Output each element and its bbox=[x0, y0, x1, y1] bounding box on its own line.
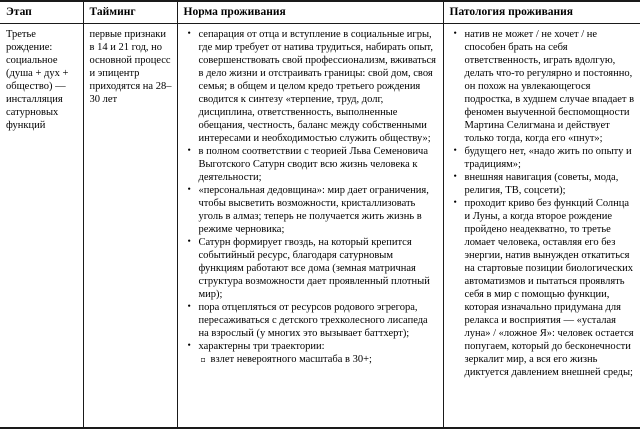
list-item-text: проходит криво без функций Солнца и Луны, а когда второе рождение пройдено неадекватно, то третье ломает человека, оставляя его без энергии, натив вынужден откатиться на стартовые позиции биологических автоматизмов и пытаться проявлять себя в мир с помощью функции, которая изначально придумана для релакса и восприятия — «усталая луна» / «ложное Я»: человек остается попугаем, который до бесконечности зеркалит мир, а вся его жизнь диктуется давлением внешней среды; bbox=[464, 198, 634, 378]
list-item-text: характерны три траектории: bbox=[198, 341, 325, 352]
stage-text: Третье рождение: социальное (душа + дух + общество) — инсталляция сатурновых функций bbox=[6, 29, 69, 131]
timing-text: первые признаки в 14 и 21 год, но основной процесс и эпицентр приходятся на 28–30 лет bbox=[89, 29, 172, 105]
timing-cell bbox=[83, 24, 177, 429]
list-item-text: внешняя навигация (советы, мода, религия, ТВ, соцсети); bbox=[464, 172, 619, 196]
list-item-text: в полном соответствии с теорией Льва Семеновича Выготского Сатурн сводит всю жизнь человека к деятельности; bbox=[198, 146, 429, 183]
list-item bbox=[188, 28, 439, 145]
sub-bullet-icon: ▫ bbox=[200, 355, 206, 364]
list-item bbox=[188, 145, 439, 184]
list-item-text: натив не может / не хочет / не способен брать на себя ответственность, играть вдолгую, делать что-то регулярно и постоянно, он похож на увлекающегося подростка, в худшем случае впадает в феномен выученной беспомощности Мартина Селигмана и действует только тогда, когда его «пнут»; bbox=[464, 29, 635, 144]
list-item bbox=[454, 28, 637, 145]
norm-cell bbox=[177, 24, 443, 429]
list-item bbox=[188, 184, 439, 236]
table-header-row bbox=[0, 1, 640, 24]
list-item bbox=[188, 236, 439, 301]
norm-bullet-list bbox=[188, 28, 439, 353]
stage-cell bbox=[0, 24, 83, 429]
list-item bbox=[454, 145, 637, 171]
bullet-icon: • bbox=[187, 341, 191, 351]
list-item-text: «персональная дедовщина»: мир дает ограничения, чтобы высветить возможности, кристаллизовать уголь в алмаз; теперь не получается жить жизнь в режиме черновика; bbox=[198, 185, 429, 235]
bullet-icon: • bbox=[453, 172, 457, 182]
list-item bbox=[188, 301, 439, 340]
table-row bbox=[0, 24, 640, 429]
list-item bbox=[454, 197, 637, 379]
column-header-norm: Норма проживания bbox=[177, 1, 443, 24]
list-item-text: будущего нет, «надо жить по опыту и традициям»; bbox=[464, 146, 632, 170]
pathology-bullet-list bbox=[454, 28, 637, 379]
bullet-icon: • bbox=[453, 146, 457, 156]
sub-list-item-text: взлет невероятного масштаба в 30+; bbox=[210, 354, 372, 365]
norm-sub-bullet-list bbox=[188, 353, 439, 366]
bullet-icon: • bbox=[453, 29, 457, 39]
list-item bbox=[454, 171, 637, 197]
bullet-icon: • bbox=[187, 302, 191, 312]
column-header-timing: Тайминг bbox=[83, 1, 177, 24]
bullet-icon: • bbox=[187, 29, 191, 39]
list-item-text: Сатурн формирует гвоздь, на который крепится событийный ресурс, благодаря сатурновым функциям работают все дома (земная матричная структура возможности дает проявленный плотный мир); bbox=[198, 237, 430, 300]
sub-list-item bbox=[201, 353, 439, 366]
list-item-text: сепарация от отца и вступление в социальные игры, где мир требует от натива трудиться, набирать опыт, совершенствовать свой профессионализм, вживаться в дело жизни и отстраивать границы: свой дом, своя семья; в общем и целом кредо третьего рождения сводится к синтезу «терпение, труд, долг, дисциплина, ответственность, выполненные обещания, честность, баланс между собственными интересами и необходимостью служить обществу»; bbox=[198, 29, 436, 144]
column-header-pathology: Патология проживания bbox=[443, 1, 640, 24]
bullet-icon: • bbox=[187, 185, 191, 195]
bullet-icon: • bbox=[453, 198, 457, 208]
column-header-stage: Этап bbox=[0, 1, 83, 24]
bullet-icon: • bbox=[187, 237, 191, 247]
pathology-cell bbox=[443, 24, 640, 429]
bullet-icon: • bbox=[187, 146, 191, 156]
list-item-text: пора отцепляться от ресурсов родового эгрегора, пересаживаться с детского трехколесного лисапеда на взрослый (у многих это вызывает баттхерт); bbox=[198, 302, 428, 339]
list-item bbox=[188, 340, 439, 353]
